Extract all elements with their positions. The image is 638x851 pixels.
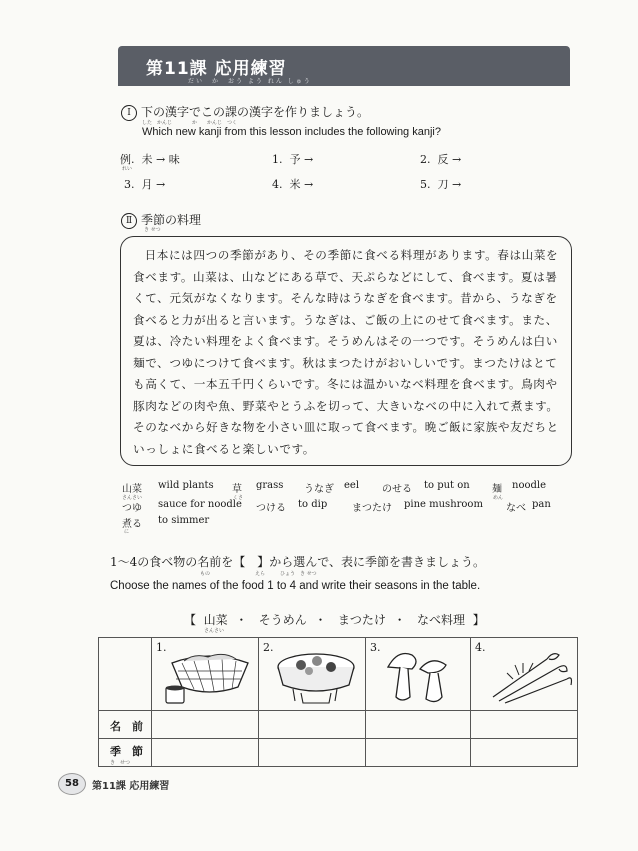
season-answer-cell-3[interactable] [366,739,471,767]
footer-title: 第11課 応用練習 [92,781,170,792]
section2-heading [121,211,201,229]
name-answer-cell-2[interactable] [259,711,366,739]
reading-passage [120,236,572,466]
section1-heading [121,103,369,121]
kanji-item-4: 4. 米 → [272,178,314,191]
section1-instruction-en: Which new kanji from this lesson includes the following kanji? [142,126,441,138]
lesson-title-ruby: だい か おう よう れん しゅう [188,78,312,85]
kanji-example-ruby: れい [122,166,133,172]
page-footer [58,773,258,795]
table-corner-cell [98,637,152,711]
exercise-instruction: 1～4の食べ物の名前を【 】から選んで、表に季節を書きましょう。 [110,555,486,569]
choices-open-bracket: 【 [184,613,197,627]
vocab-meaning: eel [344,480,360,491]
kanji-item-5: 5. 刀 → [420,178,462,191]
vocab-meaning: grass [256,480,284,491]
vocab-meaning: to put on [424,480,470,491]
choices-box: 【 山菜 ・ そうめん ・ まつたけ ・ なべ料理 】 [184,613,485,627]
choices-ruby: さんさい [204,628,225,634]
vocab-item: つゆ [122,503,142,514]
choice-item: 山菜 [203,613,228,627]
vocab-ruby: さんさい [122,495,143,501]
exercise-instruction-ruby: もの えら ひょう き せつ [200,571,317,577]
choice-item: そうめん [258,613,307,627]
kanji-example: 例. 未 → 味 [120,153,180,166]
vocab-meaning: wild plants [158,480,214,491]
vocab-ruby: くさ [233,495,244,501]
exercise-instruction-en: Choose the names of the food 1 to 4 and write their seasons in the table. [110,580,481,592]
hot-pot-illustration [273,645,359,707]
choices-close-bracket: 】 [472,613,485,627]
vocab-item: うなぎ [304,484,334,495]
section1-number: Ⅰ [121,105,137,121]
choice-item: まつたけ [337,613,386,627]
passage-text: 日本には四つの季節があり、その季節に食べる料理があります。春は山菜を食べます。山菜は、山などにある草で、天ぷらなどにして、食べます。夏は暑くて、元気がなくなります。そんな時はうなぎを食べます。昔から、うなぎを食べると力が出ると言います。うなぎは、ご飯の上にのせて食べます。また、夏は、冷たい料理をよく食べます。そうめんはその一つです。そうめんは白い麺で、つゆにつけて食べます。秋はまつたけがおいしいです。まつたけはとても高くて、一本五千円くらいです。冬には温かいなべ料理を食べます。鳥肉や豚肉などの肉や魚、野菜やとうふを切って、大きいなべの中に入れて煮ます。そのなべから好きな物を小さい皿に取って食べます。晩ご飯に家族や友だちといっしょに食べると楽しいです。 [133,248,559,456]
name-answer-cell-3[interactable] [366,711,471,739]
season-answer-cell-4[interactable] [471,739,578,767]
vocab-ruby: めん [493,495,504,501]
vocab-meaning: pan [532,499,551,510]
table-picture-cell-2: 2. [259,637,366,711]
row-label-name: 名 前 [98,711,152,739]
lesson-title-bar [118,46,570,86]
lesson-title: 第11課 応用練習 [146,59,287,79]
section1-instruction-ruby: した かんじ か かんじ つく [142,120,238,126]
section2-title: 季節の料理 [141,213,202,227]
vocab-item: 麺 [492,484,502,495]
kanji-item-1: 1. 予 → [272,153,314,166]
table-picture-cell-4: 4. [471,637,578,711]
vocab-meaning: to dip [298,499,328,510]
name-answer-cell-1[interactable] [152,711,259,739]
vocab-item: まつたけ [352,503,392,514]
wild-plants-illustration [489,645,573,707]
choice-item: なべ料理 [417,613,466,627]
section2-number: Ⅱ [121,213,137,229]
section2-title-ruby: き せつ [144,227,161,233]
vocab-meaning: sauce for noodle [158,499,242,510]
answer-table [98,637,578,767]
soba-bowl-illustration [164,645,254,707]
vocab-item: 煮る [122,519,142,530]
table-picture-cell-1: 1. [152,637,259,711]
season-answer-cell-2[interactable] [259,739,366,767]
vocab-meaning: to simmer [158,515,210,526]
vocab-item: 山菜 [122,484,142,495]
vocab-item: なべ [506,503,526,514]
vocab-item: つける [256,503,286,514]
kanji-item-2: 2. 反 → [420,153,462,166]
name-answer-cell-4[interactable] [471,711,578,739]
kanji-item-3: 3. 月 → [124,178,166,191]
mushroom-illustration [382,647,462,707]
season-answer-cell-1[interactable] [152,739,259,767]
vocab-ruby: に [124,529,130,535]
page-number: 58 [58,773,86,795]
vocab-meaning: pine mushroom [404,499,483,510]
vocab-item: のせる [382,484,412,495]
row-label-season: 季 節 き せつ [98,739,152,767]
section1-instruction: 下の漢字でこの課の漢字を作りましょう。 [141,105,370,119]
vocab-item: 草 [232,484,242,495]
vocab-meaning: noodle [512,480,546,491]
table-picture-cell-3: 3. [366,637,471,711]
